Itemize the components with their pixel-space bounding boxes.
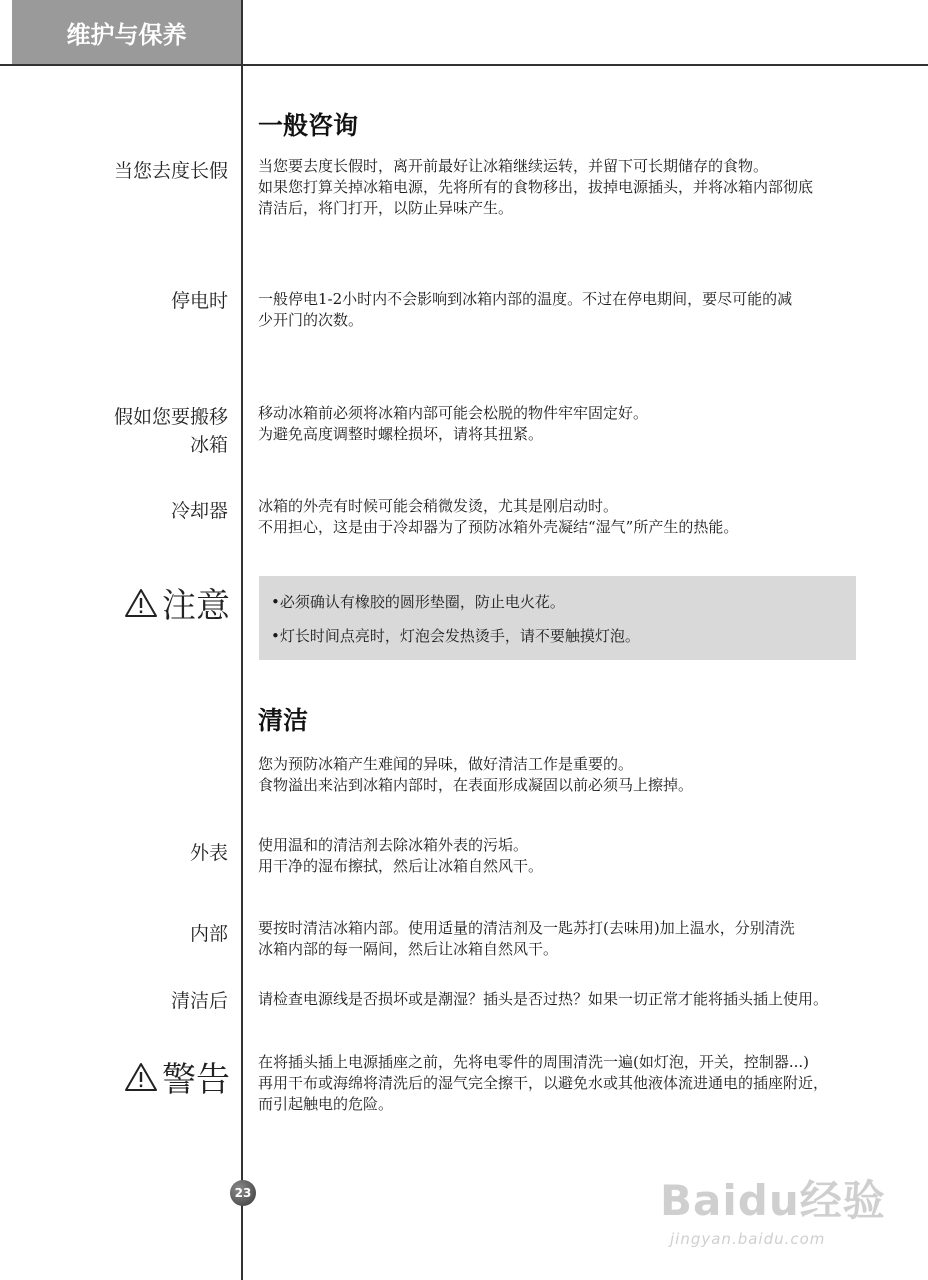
header-title: 维护与保养 xyxy=(12,0,241,64)
text-power-outage: 一般停电1-2小时内不会影响到冰箱内部的温度。不过在停电期间，要尽可能的减 少开门的次数。 xyxy=(258,290,793,329)
label-after-cleaning: 清洁后 xyxy=(170,990,228,1012)
section-title-cleaning: 清洁 xyxy=(258,706,309,735)
caution-box xyxy=(259,576,856,660)
label-interior: 内部 xyxy=(189,923,228,945)
caution-text: 注意 xyxy=(162,586,230,626)
section-title-general: 一般咨询 xyxy=(258,111,359,140)
text-exterior: 使用温和的清洁剂去除冰箱外表的污垢。 用干净的湿布擦拭，然后让冰箱自然风干。 xyxy=(258,836,544,875)
watermark-logo: Baidu经验 xyxy=(660,1176,886,1225)
text-vacation: 当您要去度长假时，离开前最好让冰箱继续运转，并留下可长期储存的食物。 如果您打算关掉冰箱电源，先将所有的食物移出，拔掉电源插头，并将冰箱内部彻底 清洁后，将门打开，以防止异味产生。 xyxy=(258,157,814,217)
baidu-watermark xyxy=(660,1140,920,1280)
label-cooler: 冷却器 xyxy=(170,500,228,522)
caution-item: •灯长时间点亮时，灯泡会发热烫手，请不要触摸灯泡。 xyxy=(271,627,640,645)
watermark-url: jingyan.baidu.com xyxy=(670,1230,826,1248)
text-cooler: 冰箱的外壳有时候可能会稍微发烫，尤其是刚启动时。 不用担心，这是由于冷却器为了预防冰箱外壳凝结“湿气”所产生的热能。 xyxy=(258,497,739,536)
warning-triangle-icon xyxy=(124,1062,158,1092)
text-interior: 要按时清洁冰箱内部。使用适量的清洁剂及一匙苏打(去味用)加上温水，分别清洗 冰箱内部的每一隔间，然后让冰箱自然风干。 xyxy=(258,919,795,958)
vertical-divider xyxy=(241,0,243,1280)
text-warning: 在将插头插上电源插座之前，先将电零件的周围清洗一遍(如灯泡，开关，控制器...) 再用干布或海绵将清洗后的湿气完全擦干，以避免水或其他液体流进通电的插座附近， 而引起触电的危险。 xyxy=(258,1053,829,1113)
caution-label xyxy=(124,578,230,627)
label-moving-line2: 冰箱 xyxy=(189,434,228,456)
warning-triangle-icon xyxy=(124,588,158,618)
label-moving xyxy=(114,403,228,459)
text-moving: 移动冰箱前必须将冰箱内部可能会松脱的物件牢牢固定好。 为避免高度调整时螺栓损坏，请将其扭紧。 xyxy=(258,404,649,443)
text-cleaning-intro: 您为预防冰箱产生难闻的异味，做好清洁工作是重要的。 食物溢出来沾到冰箱内部时，在表面形成凝固以前必须马上擦掉。 xyxy=(258,755,694,794)
text-after-cleaning: 请检查电源线是否损坏或是潮湿？插头是否过热？如果一切正常才能将插头插上使用。 xyxy=(258,990,829,1008)
page-number: 23 xyxy=(230,1180,256,1206)
label-vacation: 当您去度长假 xyxy=(113,160,228,182)
label-exterior: 外表 xyxy=(189,842,228,864)
caution-item: •必须确认有橡胶的圆形垫圈，防止电火花。 xyxy=(271,593,565,611)
label-power-outage: 停电时 xyxy=(170,290,228,312)
warning-text: 警告 xyxy=(162,1060,230,1100)
header-divider xyxy=(0,64,928,66)
label-moving-line1: 假如您要搬移 xyxy=(113,406,228,428)
warning-label xyxy=(124,1052,230,1101)
